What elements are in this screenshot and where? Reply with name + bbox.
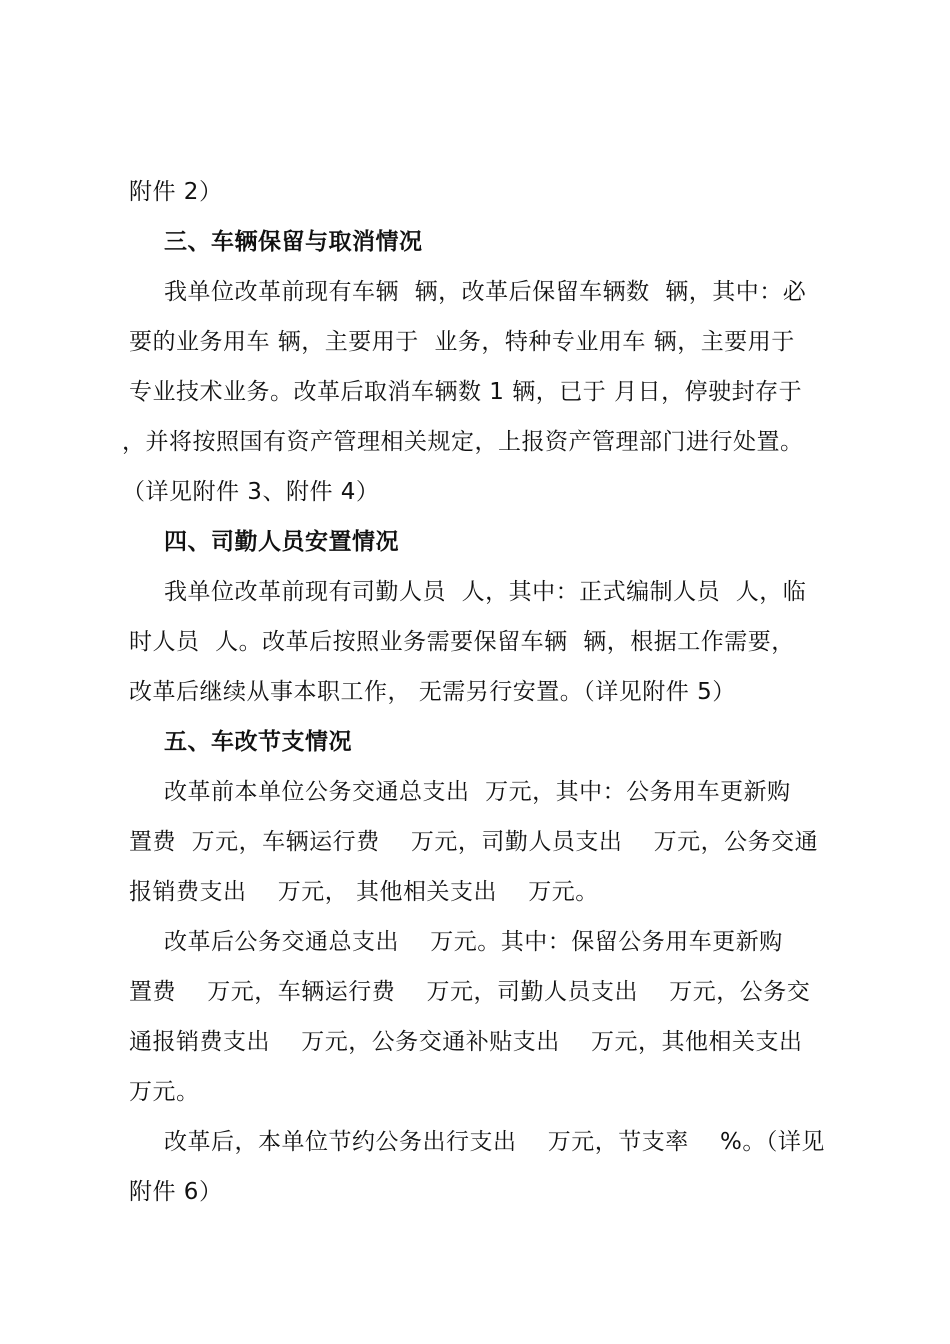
section-5-paragraph-line: 万元。 bbox=[129, 1079, 200, 1105]
section-5-paragraph-line: 改革前本单位公务交通总支出 万元，其中：公务用车更新购 bbox=[164, 779, 791, 805]
section-3-paragraph-line: 要的业务用车 辆，主要用于 业务，特种专业用车 辆，主要用于 bbox=[129, 329, 795, 355]
section-5-paragraph-line: 置费 万元，车辆运行费 万元，司勤人员支出 万元，公务交通 bbox=[129, 829, 819, 855]
section-4-paragraph-line: 我单位改革前现有司勤人员 人，其中：正式编制人员 人，临 bbox=[164, 579, 807, 605]
section-3-paragraph-line: 我单位改革前现有车辆 辆，改革后保留车辆数 辆，其中：必 bbox=[164, 279, 807, 305]
section-4-heading: 四、司勤人员安置情况 bbox=[164, 529, 399, 555]
section-5-paragraph-line: 置费 万元，车辆运行费 万元，司勤人员支出 万元，公务交 bbox=[129, 979, 811, 1005]
section-3-paragraph-line: （详见附件 3、附件 4） bbox=[122, 479, 380, 505]
section-5-paragraph-line: 报销费支出 万元， 其他相关支出 万元。 bbox=[129, 879, 599, 905]
section-5-heading: 五、车改节支情况 bbox=[164, 729, 352, 755]
section-3-paragraph-line: ，并将按照国有资产管理相关规定，上报资产管理部门进行处置。 bbox=[122, 429, 804, 455]
section-5-paragraph-line: 附件 6） bbox=[129, 1179, 223, 1205]
section-5-paragraph-line: 通报销费支出 万元，公务交通补贴支出 万元，其他相关支出 bbox=[129, 1029, 803, 1055]
section-5-paragraph-line: 改革后公务交通总支出 万元。其中：保留公务用车更新购 bbox=[164, 929, 783, 955]
section-4-paragraph-line: 改革后继续从事本职工作， 无需另行安置。（详见附件 5） bbox=[129, 679, 736, 705]
section-5-paragraph-line: 改革后，本单位节约公务出行支出 万元，节支率 %。（详见 bbox=[164, 1129, 825, 1155]
attachment-ref-line: 附件 2） bbox=[129, 179, 223, 205]
section-3-paragraph-line: 专业技术业务。改革后取消车辆数 1 辆，已于 月日，停驶封存于 bbox=[129, 379, 803, 405]
section-3-heading: 三、车辆保留与取消情况 bbox=[164, 229, 423, 255]
section-4-paragraph-line: 时人员 人。改革后按照业务需要保留车辆 辆，根据工作需要， bbox=[129, 629, 795, 655]
